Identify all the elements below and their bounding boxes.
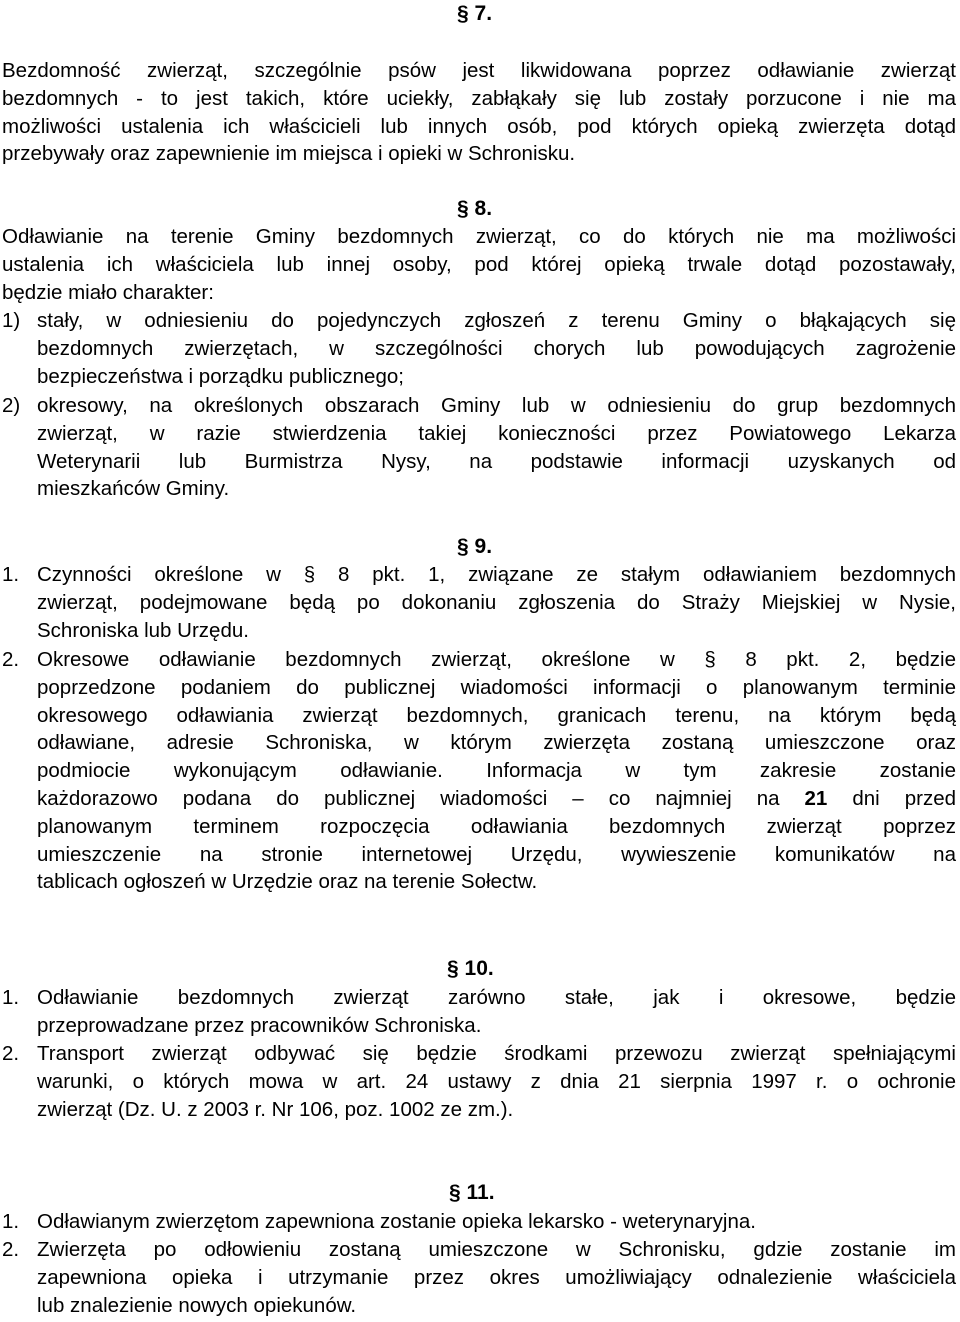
text-line: warunki, o których mowa w art. 24 ustawy z dnia 21 sierpnia 1997 r. o ochronie	[37, 1069, 956, 1093]
text-line: Transport zwierząt odbywać się będzie środkami przewozu zwierząt spełniającymi	[37, 1042, 956, 1065]
section-7-heading: § 7.	[457, 2, 493, 25]
section-8-item-1	[2, 307, 956, 390]
text-line: bezdomnych zwierzętach, w szczególności chorych lub powodujących zagrożenie	[37, 336, 956, 360]
section-8-intro	[2, 223, 956, 306]
text-line: możliwości ustalenia ich właścicieli lub innych osób, pod których opieką zwierzęta dotąd	[2, 114, 956, 138]
item-number: 1.	[2, 986, 20, 1009]
section-11-heading: § 11.	[449, 1181, 495, 1204]
text-line: podmiocie wykonującym odławianie. Informacja w tym zakresie zostanie	[37, 759, 956, 783]
text-line: mieszkańców Gminy.	[37, 477, 230, 501]
text-line: lub znalezienie nowych opiekunów.	[37, 1293, 357, 1317]
section-8-item-2	[2, 392, 956, 503]
text-line: zwierząt, w razie stwierdzenia takiej konieczności przez Powiatowego Lekarza	[37, 421, 956, 445]
section-10-item-2	[2, 1040, 956, 1123]
text-line: Zwierzęta po odłowieniu zostaną umieszczone w Schronisku, gdzie zostanie im	[37, 1238, 956, 1261]
text-line: bezdomnych - to jest takich, które uciekły, zabłąkały się lub zostały porzucone i nie ma	[2, 86, 956, 110]
text-line: umieszczenie na stronie internetowej Urzędu, wywieszenie komunikatów na	[37, 842, 956, 866]
text-line: będzie miało charakter:	[2, 280, 214, 304]
item-number: 2.	[2, 1238, 20, 1261]
text-line: tablicach ogłoszeń w Urzędzie oraz na terenie Sołectw.	[37, 870, 538, 894]
text-line: przeprowadzane przez pracowników Schroniska.	[37, 1013, 482, 1037]
section-11-item-2	[2, 1236, 956, 1319]
text-line: okresowy, na określonych obszarach Gminy lub w odniesieniu do grup bezdomnych	[37, 394, 956, 417]
text-line: ustalenia ich właściciela lub innej osoby, pod której opieką trwale dotąd pozostawały,	[2, 252, 956, 276]
section-7-paragraph	[2, 57, 956, 168]
text-line: zapewniona opieka i utrzymanie przez okres umożliwiający odnalezienie właściciela	[37, 1265, 956, 1289]
section-9-item-2	[2, 646, 956, 896]
text-line: Odławianie na terenie Gminy bezdomnych zwierząt, co do których nie ma możliwości	[2, 225, 956, 248]
text-line: zwierząt, podejmowane będą po dokonaniu zgłoszenia do Straży Miejskiej w Nysie,	[37, 590, 956, 614]
section-10-item-1	[2, 984, 956, 1040]
section-8-heading: § 8.	[457, 197, 493, 220]
text-line: planowanym terminem rozpoczęcia odławiania bezdomnych zwierząt poprzez	[37, 814, 956, 838]
text-line: Odławianym zwierzętom zapewniona zostanie opieka lekarsko - weterynaryjna.	[37, 1210, 756, 1233]
emphasis-number: 21	[804, 786, 828, 810]
item-number: 1.	[2, 1210, 20, 1233]
item-number: 2)	[2, 394, 21, 417]
text-line: Odławianie bezdomnych zwierząt zarówno stałe, jak i okresowe, będzie	[37, 986, 956, 1009]
section-9-heading: § 9.	[457, 535, 493, 558]
text-line: Schroniska lub Urzędu.	[37, 618, 249, 642]
text-line: odławiane, adresie Schroniska, w którym zwierzęta zostaną umieszczone oraz	[37, 731, 956, 755]
text-line: stały, w odniesieniu do pojedynczych zgłoszeń z terenu Gminy o błąkających się	[37, 309, 956, 332]
text-line: bezpieczeństwa i porządku publicznego;	[37, 364, 404, 388]
text-line: poprzedzone podaniem do publicznej wiadomości informacji o planowanym terminie	[37, 675, 956, 699]
item-number: 1.	[2, 563, 20, 586]
text-line: Bezdomność zwierząt, szczególnie psów jest likwidowana poprzez odławianie zwierząt	[2, 59, 956, 82]
item-number: 2.	[2, 1042, 20, 1065]
section-9-item-1	[2, 561, 956, 644]
text-line: przebywały oraz zapewnienie im miejsca i opieki w Schronisku.	[2, 142, 576, 166]
text-line: Okresowe odławianie bezdomnych zwierząt, określone w § 8 pkt. 2, będzie	[37, 648, 956, 671]
text-line: Czynności określone w § 8 pkt. 1, związane ze stałym odławianiem bezdomnych	[37, 563, 956, 586]
text-line: Weterynarii lub Burmistrza Nysy, na podstawie informacji uzyskanych od	[37, 449, 956, 473]
item-number: 1)	[2, 309, 21, 332]
section-10-heading: § 10.	[447, 957, 494, 980]
text-line-with-emphasis: każdorazowo podana do publicznej wiadomości – co najmniej na 21 dni przed	[37, 786, 956, 810]
section-11-item-1	[2, 1208, 956, 1236]
text-line: zwierząt (Dz. U. z 2003 r. Nr 106, poz. 1002 ze zm.).	[37, 1097, 514, 1121]
text-line: okresowego odławiania zwierząt bezdomnych, granicach terenu, na którym będą	[37, 703, 956, 727]
item-number: 2.	[2, 648, 20, 671]
